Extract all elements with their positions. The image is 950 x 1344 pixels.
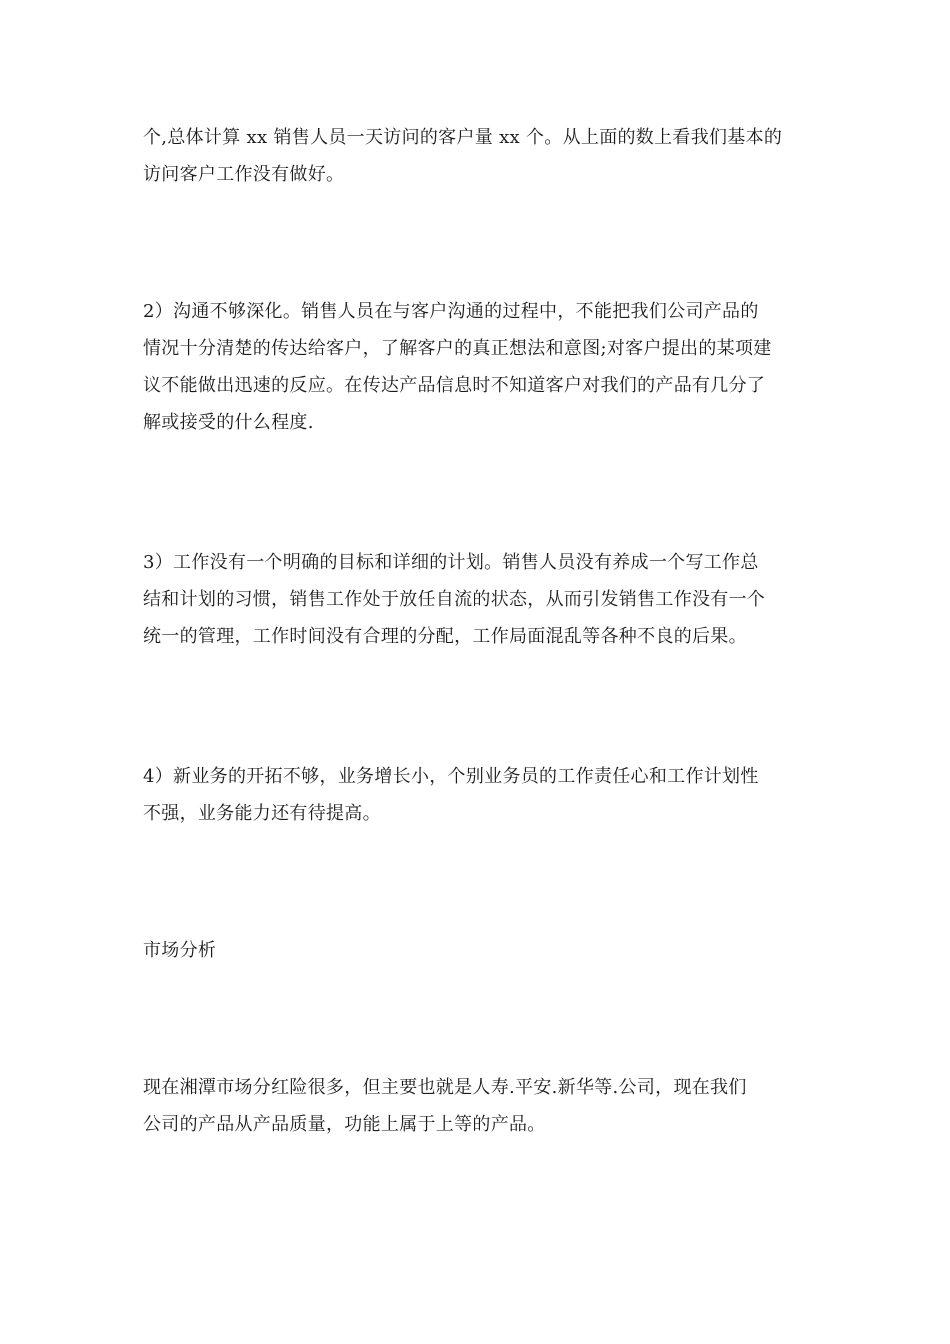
paragraph-line: 解或接受的什么程度. (143, 412, 314, 433)
heading-text: 市场分析 (143, 940, 217, 961)
paragraph-line: 现在湘潭市场分红险很多，但主要也就是人寿.平安.新华等.公司，现在我们 (143, 1077, 747, 1098)
paragraph-line: 访问客户工作没有做好。 (143, 164, 345, 185)
paragraph-line: 4）新业务的开拓不够，业务增长小，个别业务员的工作责任心和工作计划性 (143, 766, 759, 787)
paragraph-line: 公司的产品从产品质量，功能上属于上等的产品。 (143, 1114, 546, 1135)
paragraph-communication (143, 293, 808, 441)
paragraph-line: 统一的管理，工作时间没有合理的分配，工作局面混乱等各种不良的后果。 (143, 626, 747, 647)
paragraph-new-business (143, 758, 808, 832)
paragraph-line: 2）沟通不够深化。销售人员在与客户沟通的过程中，不能把我们公司产品的 (143, 301, 759, 322)
paragraph-line: 个,总体计算 xx 销售人员一天访问的客户量 xx 个。从上面的数上看我们基本的 (143, 127, 783, 148)
section-heading-market-analysis (143, 932, 808, 969)
paragraph-line: 结和计划的习惯，销售工作处于放任自流的状态，从而引发销售工作没有一个 (143, 589, 766, 610)
paragraph-line: 3）工作没有一个明确的目标和详细的计划。销售人员没有养成一个写工作总 (143, 552, 759, 573)
paragraph-line: 议不能做出迅速的反应。在传达产品信息时不知道客户对我们的产品有几分了 (143, 375, 766, 396)
paragraph-line: 情况十分清楚的传达给客户，了解客户的真正想法和意图;对客户提出的某项建 (143, 338, 772, 359)
paragraph-market (143, 1069, 808, 1143)
paragraph-planning (143, 544, 808, 655)
paragraph-line: 不强，业务能力还有待提高。 (143, 803, 381, 824)
paragraph-visit-summary (143, 119, 808, 193)
